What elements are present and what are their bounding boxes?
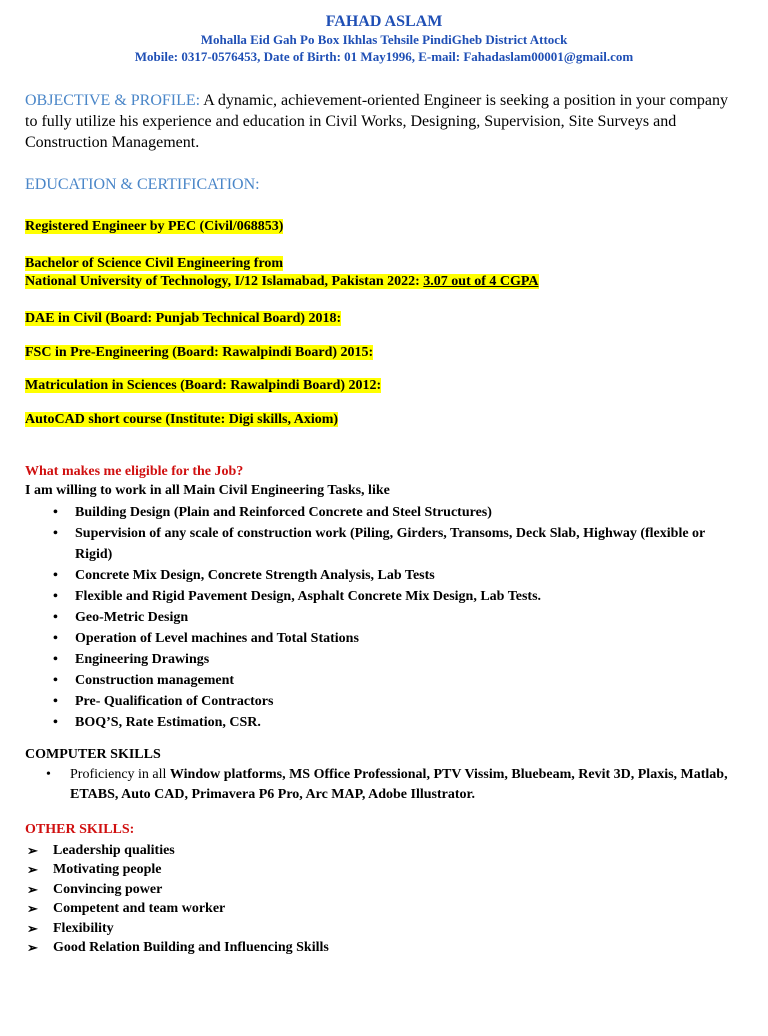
list-item: ➢ Flexibility bbox=[25, 919, 329, 938]
bullet-icon: • bbox=[53, 568, 58, 583]
bullet-icon: • bbox=[53, 715, 58, 730]
bsc-line-2 bbox=[25, 274, 539, 289]
list-item: • Construction management bbox=[25, 670, 725, 691]
contact-line: Mobile: 0317-0576453, Date of Birth: 01 May1996, E-mail: Fahadaslam00001@gmail.com bbox=[134, 49, 634, 64]
eligibility-intro: I am willing to work in all Main Civil Engineering Tasks, like bbox=[25, 483, 390, 498]
arrow-bullet-icon: ➢ bbox=[27, 881, 38, 897]
list-item: • Geo-Metric Design bbox=[25, 607, 725, 628]
pec-registration bbox=[25, 218, 283, 236]
list-item: ➢ Convincing power bbox=[25, 880, 329, 899]
list-item: • BOQ’S, Rate Estimation, CSR. bbox=[25, 712, 725, 733]
arrow-bullet-icon: ➢ bbox=[27, 843, 38, 858]
arrow-bullet-icon: ➢ bbox=[27, 920, 38, 936]
address-line: Mohalla Eid Gah Po Box Ikhlas Tehsile PindiGheb District Attock bbox=[200, 32, 568, 47]
bsc-institution: National University of Technology, I/12 Islamabad, Pakistan 2022: bbox=[25, 274, 424, 289]
pec-text: Registered Engineer by PEC (Civil/068853) bbox=[25, 219, 284, 234]
arrow-bullet-icon: ➢ bbox=[27, 940, 38, 956]
objective-title: OBJECTIVE & PROFILE: bbox=[25, 92, 201, 109]
objective-text: A dynamic, achievement-oriented Engineer is seeking a position in your company to fully utilize his experience and education in Civil Works, Designing, Supervision, Site Surveys and Construction Management. bbox=[25, 92, 728, 151]
list-item: • Pre- Qualification of Contractors bbox=[25, 691, 725, 712]
bullet-icon: • bbox=[53, 631, 58, 646]
dae-degree bbox=[25, 310, 341, 328]
bullet-icon: • bbox=[46, 767, 51, 782]
bullet-icon: • bbox=[53, 589, 58, 604]
other-skills-list bbox=[25, 841, 329, 957]
bullet-icon: • bbox=[53, 694, 58, 709]
list-item: • Operation of Level machines and Total Stations bbox=[25, 628, 725, 649]
list-item: • Concrete Mix Design, Concrete Strength Analysis, Lab Tests bbox=[25, 565, 725, 586]
eligibility-question: What makes me eligible for the Job? bbox=[25, 464, 244, 479]
objective-section bbox=[25, 90, 728, 153]
resume-header bbox=[0, 12, 768, 65]
list-item: ➢ Competent and team worker bbox=[25, 899, 329, 918]
list-item: ➢ Leadership qualities bbox=[25, 841, 329, 860]
bullet-icon: • bbox=[53, 673, 58, 688]
list-item: • Building Design (Plain and Reinforced Concrete and Steel Structures) bbox=[25, 502, 725, 523]
computer-skills-list: Window platforms, MS Office Professional, PTV Vissim, Bluebeam, Revit 3D, Plaxis, Matlab, ETABS, Auto CAD, Primavera P6 Pro, Arc MAP, Adobe Illustrator. bbox=[70, 767, 728, 802]
bullet-icon: • bbox=[53, 526, 58, 541]
matric-degree bbox=[25, 377, 381, 395]
fsc-text: FSC in Pre-Engineering (Board: Rawalpindi Board) 2015: bbox=[25, 345, 374, 360]
list-item: ➢ Good Relation Building and Influencing Skills bbox=[25, 938, 329, 957]
bullet-icon: • bbox=[53, 652, 58, 667]
bsc-line-1: Bachelor of Science Civil Engineering from bbox=[25, 256, 284, 271]
bsc-cgpa: 3.07 out of 4 CGPA bbox=[423, 274, 539, 289]
computer-skills-title: COMPUTER SKILLS bbox=[25, 747, 161, 762]
list-item: • Supervision of any scale of construction work (Piling, Girders, Transoms, Deck Slab, Highway (flexible or Rigid) bbox=[25, 523, 725, 565]
fsc-degree bbox=[25, 344, 373, 362]
applicant-name: FAHAD ASLAM bbox=[325, 13, 443, 30]
autocad-text: AutoCAD short course (Institute: Digi skills, Axiom) bbox=[25, 412, 339, 427]
arrow-bullet-icon: ➢ bbox=[27, 901, 38, 917]
arrow-bullet-icon: ➢ bbox=[27, 862, 38, 878]
bsc-degree bbox=[25, 255, 539, 291]
matric-text: Matriculation in Sciences (Board: Rawalpindi Board) 2012: bbox=[25, 378, 382, 393]
computer-skills-prefix: Proficiency in all bbox=[70, 767, 170, 782]
computer-skills-text bbox=[46, 765, 730, 805]
list-item: ➢ Motivating people bbox=[25, 860, 329, 879]
education-title: EDUCATION & CERTIFICATION: bbox=[25, 176, 260, 193]
task-list bbox=[25, 502, 725, 733]
list-item: • Flexible and Rigid Pavement Design, Asphalt Concrete Mix Design, Lab Tests. bbox=[25, 586, 725, 607]
autocad-course bbox=[25, 411, 338, 429]
other-skills-title: OTHER SKILLS: bbox=[25, 822, 135, 837]
list-item: • Engineering Drawings bbox=[25, 649, 725, 670]
dae-text: DAE in Civil (Board: Punjab Technical Board) 2018: bbox=[25, 311, 342, 326]
bullet-icon: • bbox=[53, 610, 58, 625]
bullet-icon: • bbox=[53, 505, 58, 520]
